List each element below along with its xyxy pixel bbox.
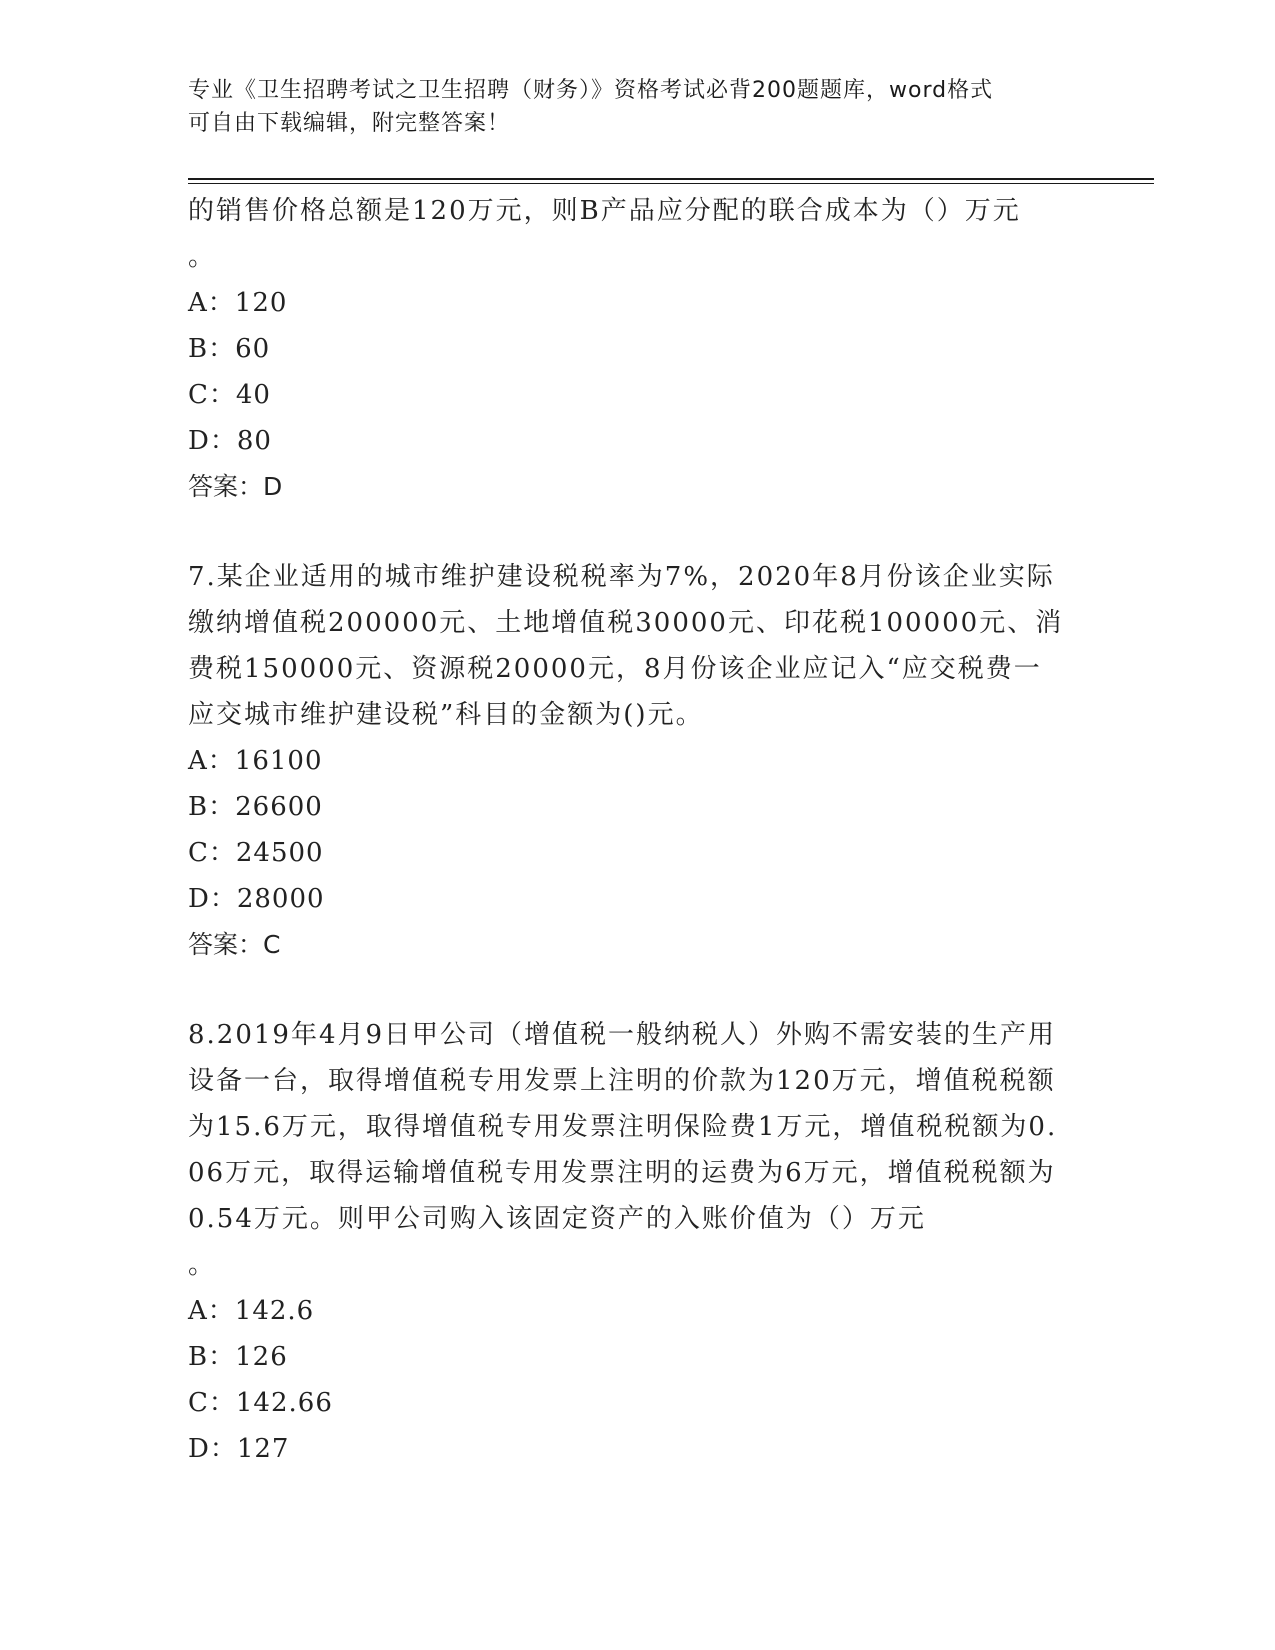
question-7-option-b: B：26600	[188, 792, 323, 822]
question-8	[188, 1012, 1068, 1472]
question-8-text: 8.2019年4月9日甲公司（增值税一般纳税人）外购不需安装的生产用设备一台，取得增值税专用发票上注明的价款为120万元，增值税税额为15.6万元，取得增值税专用发票注明保险费1万元，增值税税额为0.06万元，取得运输增值税专用发票注明的运费为6万元，增值税税额为0.54万元。则甲公司购入该固定资产的入账价值为（）万元	[188, 1020, 1058, 1234]
question-6-text-tail: 。	[188, 242, 217, 272]
question-6-option-a: A：120	[188, 288, 288, 318]
question-7-option-a: A：16100	[188, 746, 323, 776]
document-body	[188, 188, 1068, 1472]
question-8-option-a: A：142.6	[188, 1296, 315, 1326]
header-divider-thick	[188, 178, 1154, 180]
question-6	[188, 188, 1068, 510]
question-8-text-tail: 。	[188, 1250, 217, 1280]
spacer	[188, 510, 1068, 554]
spacer	[188, 968, 1068, 1012]
question-6-text: 的销售价格总额是120万元，则B产品应分配的联合成本为（）万元	[188, 196, 1021, 226]
question-6-option-b: B：60	[188, 334, 271, 364]
question-6-answer: 答案：D	[188, 472, 283, 501]
question-7-option-d: D：28000	[188, 884, 325, 914]
header-title-line-2: 可自由下载编辑，附完整答案！	[188, 111, 511, 136]
question-6-option-c: C：40	[188, 380, 271, 410]
header-divider-thin	[188, 183, 1154, 184]
question-8-option-d: D：127	[188, 1434, 290, 1464]
question-8-option-b: B：126	[188, 1342, 288, 1372]
question-7	[188, 554, 1068, 968]
document-header	[188, 74, 1068, 140]
question-7-text: 7.某企业适用的城市维护建设税税率为7%，2020年8月份该企业实际缴纳增值税200000元、土地增值税30000元、印花税100000元、消费税150000元、资源税20000元，8月份该企业应记入“应交税费一应交城市维护建设税”科目的金额为()元。	[188, 562, 1064, 730]
question-7-option-c: C：24500	[188, 838, 324, 868]
question-8-option-c: C：142.66	[188, 1388, 333, 1418]
header-title-line-1: 专业《卫生招聘考试之卫生招聘（财务）》资格考试必背200题题库，word格式	[188, 78, 994, 103]
question-6-option-d: D：80	[188, 426, 272, 456]
question-7-answer: 答案：C	[188, 930, 281, 959]
